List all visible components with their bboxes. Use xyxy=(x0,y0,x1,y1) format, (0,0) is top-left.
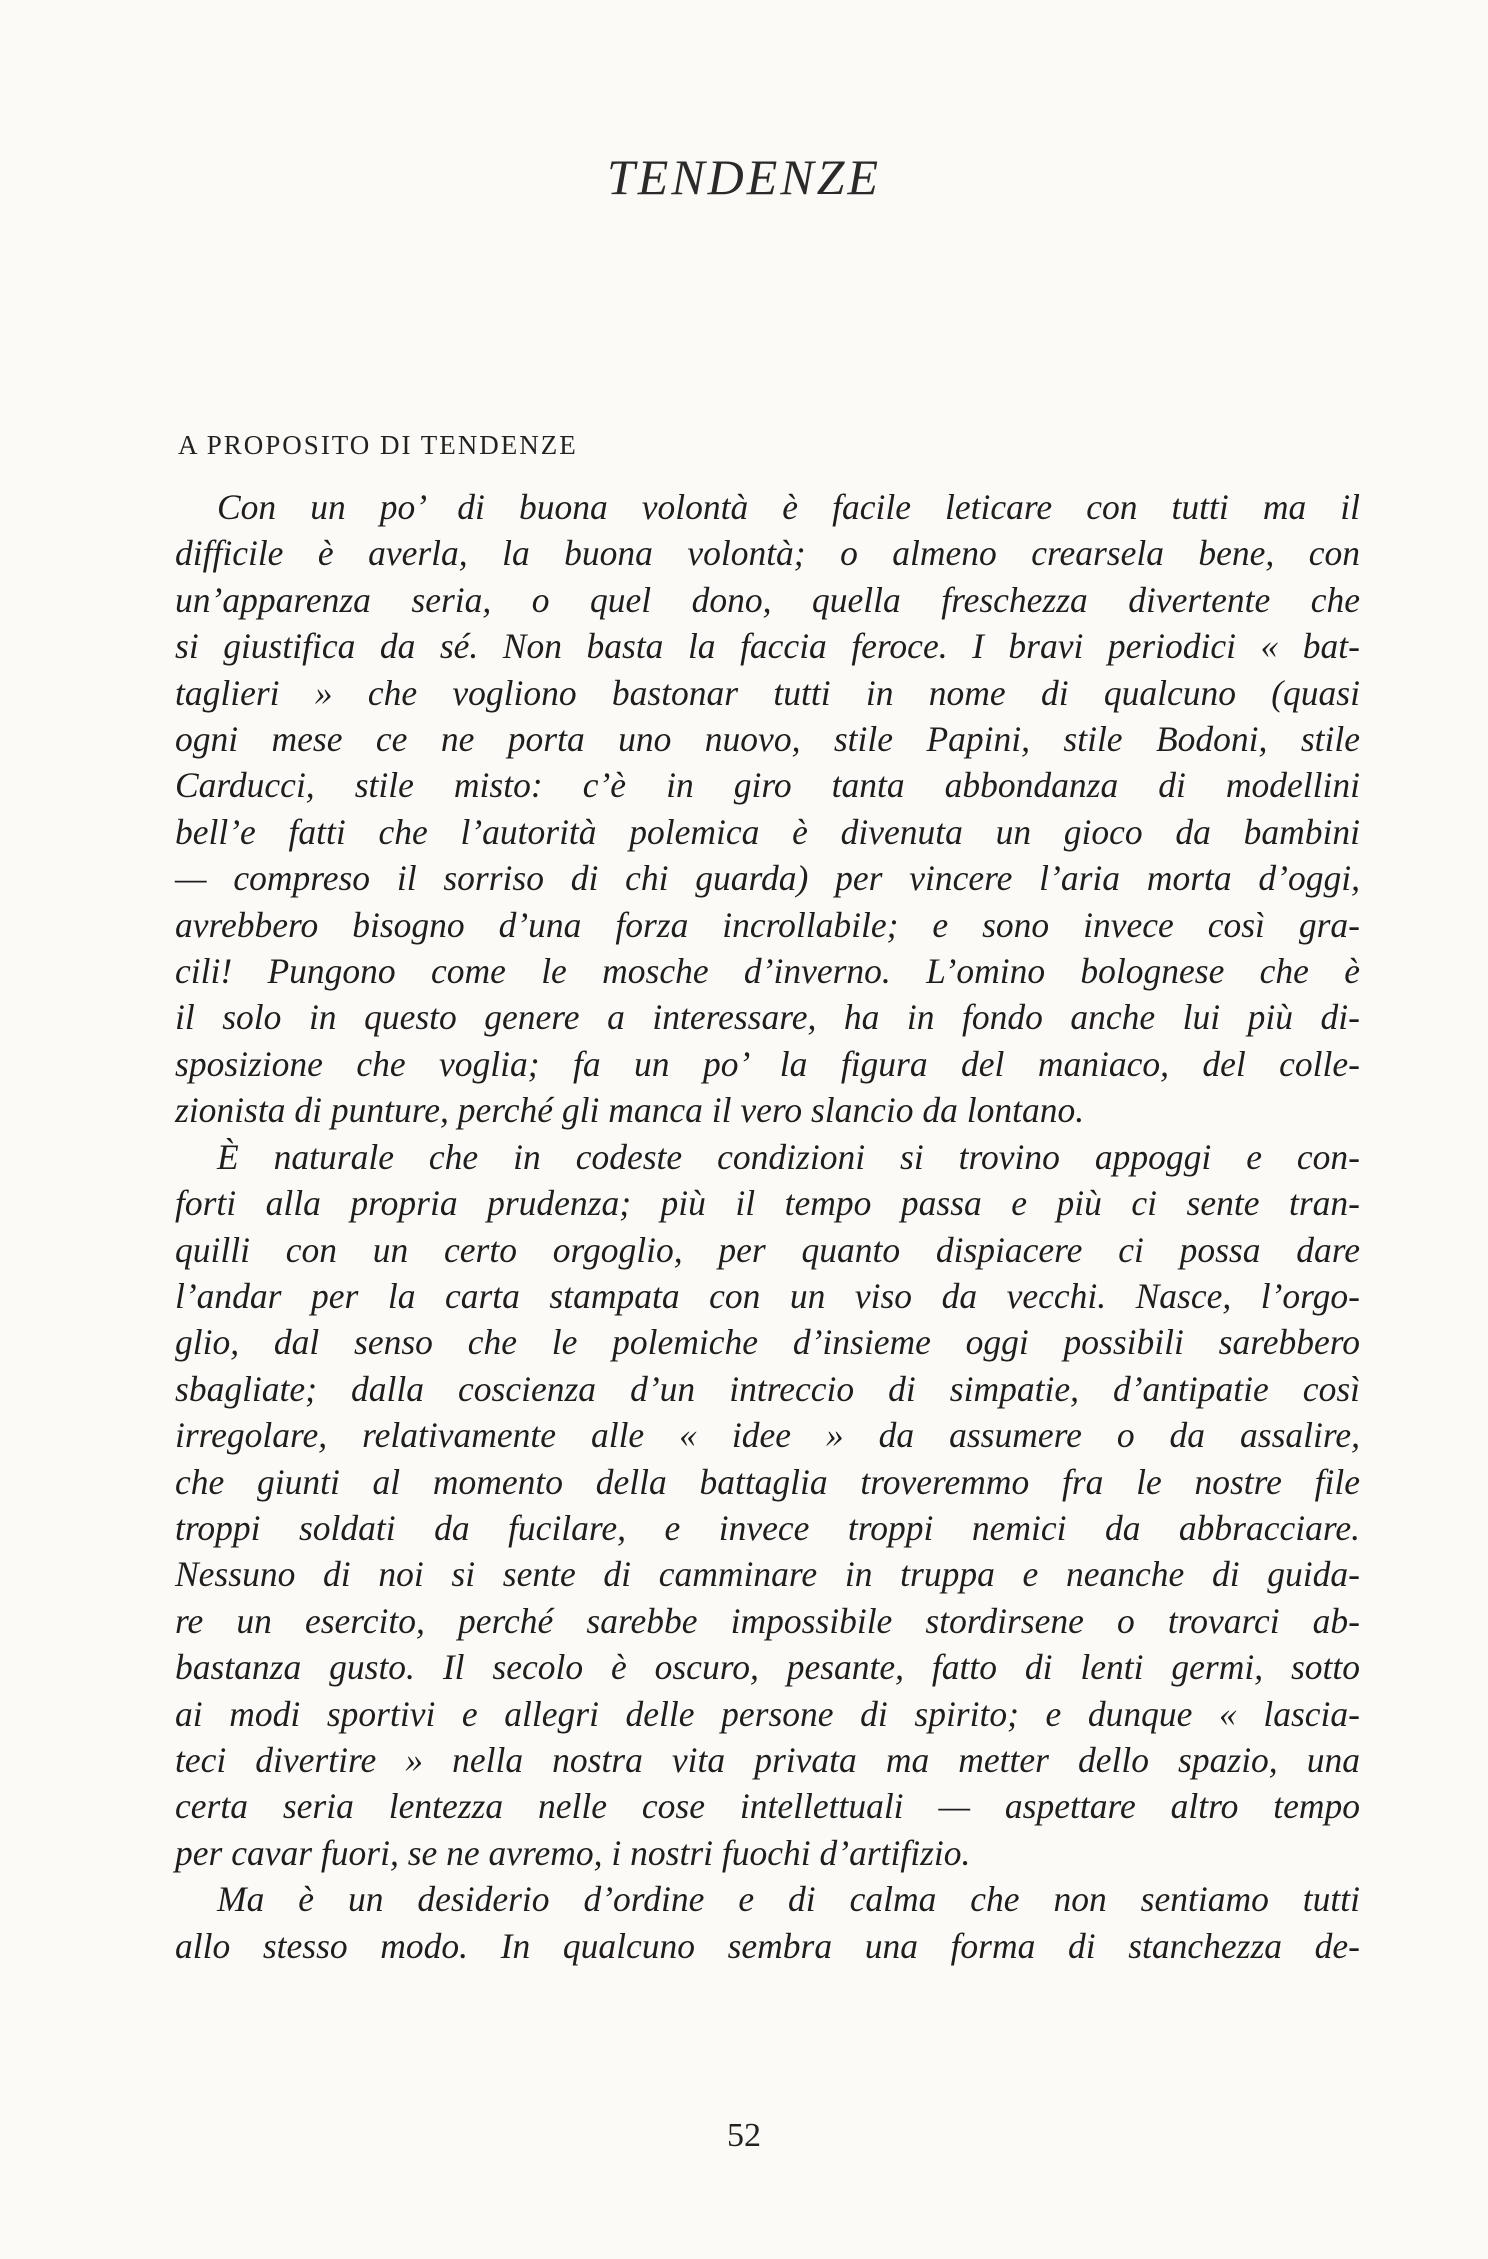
text-line: un’apparenza seria, o quel dono, quella freschezza divertente che xyxy=(175,579,1360,620)
paragraph xyxy=(175,1876,1360,1969)
text-line: per cavar fuori, se ne avremo, i nostri fuochi d’artifizio. xyxy=(175,1832,971,1873)
text-line: taglieri » che vogliono bastonar tutti in nome di qualcuno (quasi xyxy=(175,672,1360,713)
text-line: Ma è un desiderio d’ordine e di calma che non sentiamo tutti xyxy=(217,1879,1360,1920)
text-line: bastanza gusto. Il secolo è oscuro, pesante, fatto di lenti germi, sotto xyxy=(175,1647,1360,1688)
paragraph xyxy=(175,484,1360,1134)
page-title: TENDENZE xyxy=(606,149,882,205)
text-line: certa seria lentezza nelle cose intellettuali — aspettare altro tempo xyxy=(175,1786,1360,1827)
text-line: bell’e fatti che l’autorità polemica è divenuta un gioco da bambini xyxy=(175,811,1360,852)
text-line: il solo in questo genere a interessare, ha in fondo anche lui più di- xyxy=(175,997,1360,1038)
text-line: È naturale che in codeste condizioni si trovino appoggi e con- xyxy=(217,1136,1360,1177)
text-line: Nessuno di noi si sente di camminare in truppa e neanche di guida- xyxy=(175,1554,1360,1595)
text-line: quilli con un certo orgoglio, per quanto dispiacere ci possa dare xyxy=(175,1229,1360,1270)
text-line: Carducci, stile misto: c’è in giro tanta abbondanza di modellini xyxy=(175,765,1360,806)
paragraph xyxy=(175,1134,1360,1877)
text-line: re un esercito, perché sarebbe impossibile stordirsene o trovarci ab- xyxy=(175,1600,1360,1641)
section-heading: A PROPOSITO DI TENDENZE xyxy=(178,430,578,460)
text-line: zionista di punture, perché gli manca il vero slancio da lontano. xyxy=(175,1090,1085,1131)
text-line: sposizione che voglia; fa un po’ la figura del maniaco, del colle- xyxy=(175,1043,1360,1084)
text-line: glio, dal senso che le polemiche d’insieme oggi possibili sarebbero xyxy=(175,1322,1360,1363)
page-number: 52 xyxy=(727,2117,761,2154)
body-text xyxy=(175,484,1360,1969)
text-line: si giustifica da sé. Non basta la faccia feroce. I bravi periodici « bat- xyxy=(175,626,1360,667)
text-line: teci divertire » nella nostra vita privata ma metter dello spazio, una xyxy=(175,1739,1360,1780)
text-line: ai modi sportivi e allegri delle persone di spirito; e dunque « lascia- xyxy=(175,1693,1360,1734)
text-line: — compreso il sorriso di chi guarda) per vincere l’aria morta d’oggi, xyxy=(175,858,1360,899)
text-line: allo stesso modo. In qualcuno sembra una forma di stanchezza de- xyxy=(175,1925,1360,1966)
text-line: cili! Pungono come le mosche d’inverno. L’omino bolognese che è xyxy=(175,951,1360,992)
text-line: difficile è averla, la buona volontà; o almeno crearsela bene, con xyxy=(175,533,1360,574)
text-line: che giunti al momento della battaglia troveremmo fra le nostre file xyxy=(175,1461,1360,1502)
text-line: Con un po’ di buona volontà è facile leticare con tutti ma il xyxy=(217,487,1360,527)
text-line: troppi soldati da fucilare, e invece troppi nemici da abbracciare. xyxy=(175,1507,1360,1548)
text-line: forti alla propria prudenza; più il tempo passa e più ci sente tran- xyxy=(175,1183,1360,1224)
text-line: l’andar per la carta stampata con un viso da vecchi. Nasce, l’orgo- xyxy=(175,1275,1360,1316)
text-line: sbagliate; dalla coscienza d’un intreccio di simpatie, d’antipatie così xyxy=(175,1368,1360,1409)
text-line: irregolare, relativamente alle « idee » da assumere o da assalire, xyxy=(175,1415,1360,1456)
text-line: avrebbero bisogno d’una forza incrollabile; e sono invece così gra- xyxy=(175,904,1360,945)
text-line: ogni mese ce ne porta uno nuovo, stile Papini, stile Bodoni, stile xyxy=(175,719,1360,760)
